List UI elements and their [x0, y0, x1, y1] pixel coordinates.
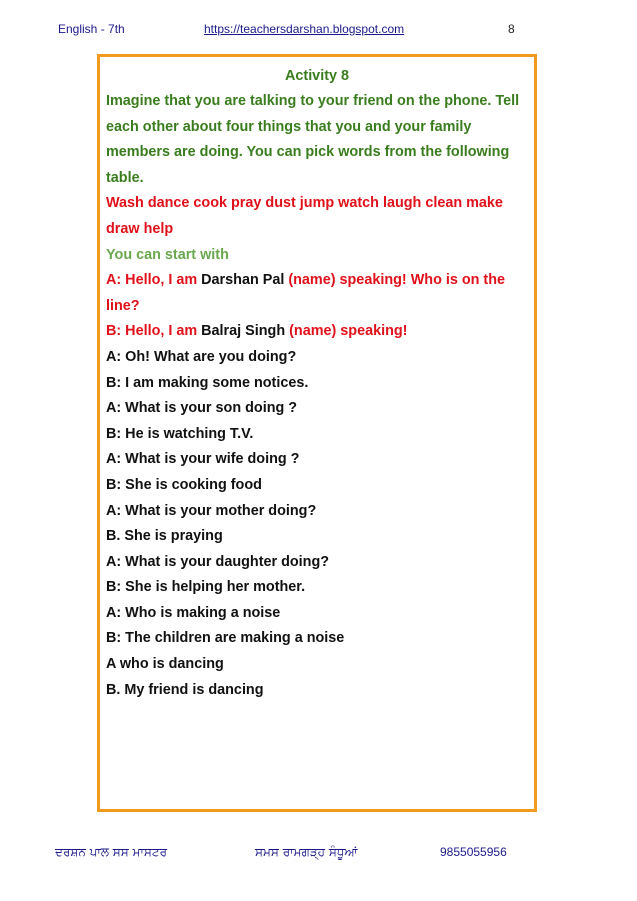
line-b-suffix: (name) speaking!	[289, 323, 408, 340]
dialogue-line: B: She is cooking food	[106, 476, 262, 493]
dialogue-line: A: What is your wife doing ?	[106, 451, 300, 468]
activity-content	[106, 63, 528, 703]
word-list: Wash dance cook pray dust jump watch laugh clean make draw help	[106, 195, 503, 237]
dialogue-line: A who is dancing	[106, 656, 224, 673]
dialogue-line: B: The children are making a noise	[106, 630, 345, 647]
line-a-name: Darshan Pal	[201, 272, 285, 289]
line-b-name: Balraj Singh	[201, 323, 290, 340]
dialogue-line: A: What is your daughter doing?	[106, 553, 330, 570]
dialogue-line: A: What is your son doing ?	[106, 400, 298, 417]
dialogue-line-b-intro	[106, 319, 528, 345]
line-a-suffix: (name) speaking! Who is on the line?	[106, 272, 506, 314]
dialogue-line-a-intro	[106, 268, 528, 319]
dialogue-line: B. She is praying	[106, 528, 223, 545]
dialogue-line: B. My friend is dancing	[106, 681, 264, 698]
activity-frame	[97, 54, 537, 812]
activity-instruction: Imagine that you are talking to your friend on the phone. Tell each other about four things that you and your family members are doing. You can pick words from the following table.	[106, 93, 520, 186]
dialogue-line: B: She is helping her mother.	[106, 579, 306, 596]
page-number: 8	[508, 22, 515, 36]
footer-school-name: ਸਮਸ ਰਾਮਗੜ੍ਹ ਸੰਧੂਆਂ	[255, 845, 358, 859]
dialogue-line: A: What is your mother doing?	[106, 502, 317, 519]
line-a-prefix: A: Hello, I am	[106, 272, 202, 289]
header-link[interactable]: https://teachersdarshan.blogspot.com	[204, 22, 405, 36]
dialogue-line: B: He is watching T.V.	[106, 425, 254, 442]
activity-title: Activity 8	[285, 68, 349, 84]
dialogue-line: B: I am making some notices.	[106, 374, 309, 391]
dialogue-line: A: Oh! What are you doing?	[106, 348, 297, 365]
start-with-label: You can start with	[106, 246, 229, 263]
footer-teacher-name: ਦਰਸ਼ਨ ਪਾਲ ਸਸ ਮਾਸਟਰ	[55, 845, 168, 859]
dialogue-line: A: Who is making a noise	[106, 604, 281, 621]
header-subject: English - 7th	[58, 22, 125, 36]
line-b-prefix: B: Hello, I am	[106, 323, 202, 340]
footer-phone: 9855055956	[440, 845, 507, 859]
